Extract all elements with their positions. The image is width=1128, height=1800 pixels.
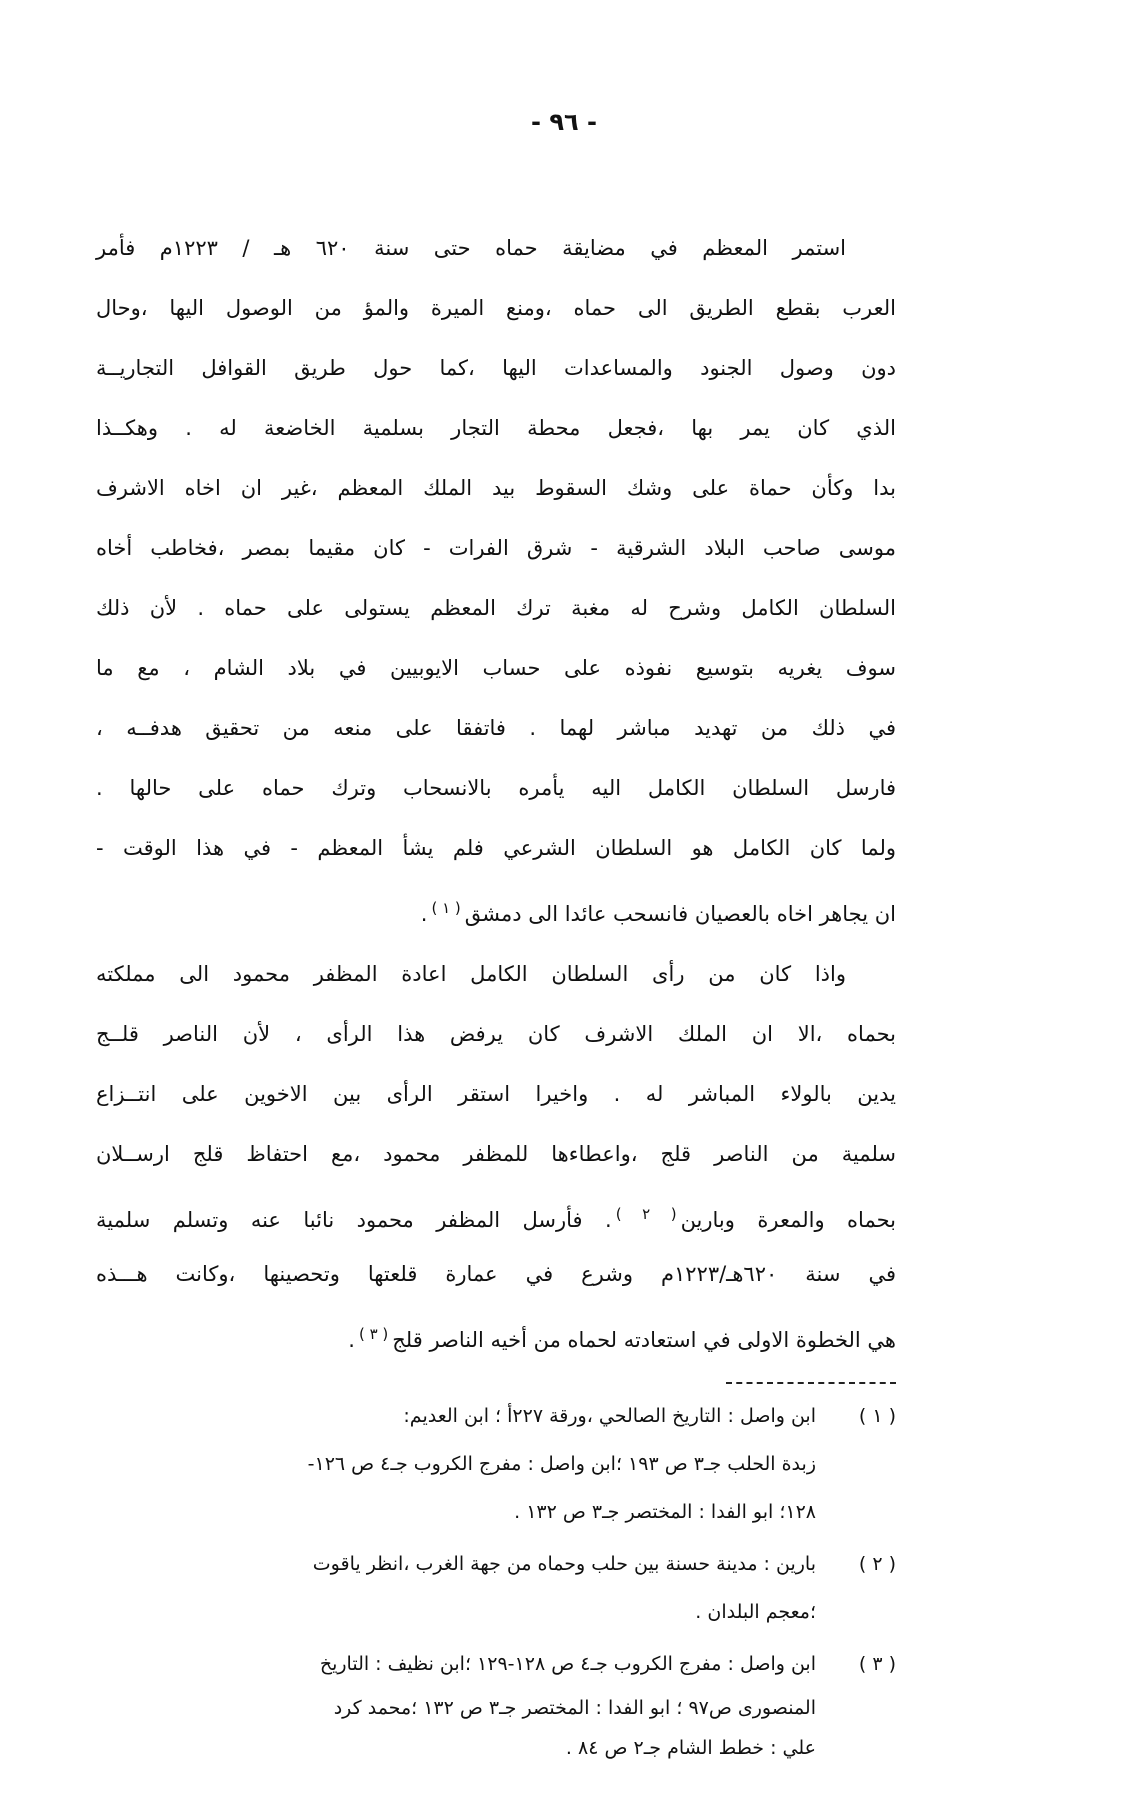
- footnotes: [96, 1392, 896, 1772]
- footnote-line: ابن واصل : مفرج الكروب جـ٤ ص ١٢٨-١٢٩ ؛ابن نظيف : التاريخ: [319, 1653, 816, 1675]
- footnote-ref-1[interactable]: ( ١ ): [431, 899, 461, 917]
- text-line: دون وصول الجنود والمساعدات اليها ،كما حول طريق القوافل التجاريــة: [96, 356, 896, 380]
- text-line: واذا كان من رأى السلطان الكامل اعادة المظفر محمود الى مملكته: [96, 962, 846, 986]
- text-line: بدا وكأن حماة على وشك السقوط بيد الملك المعظم ،غير ان اخاه الاشرف: [96, 476, 896, 500]
- footnote-line: ابن واصل : التاريخ الصالحي ،ورقة ٢٢٧أ ؛ ابن العديم:: [403, 1405, 816, 1427]
- footnote-line: ؛معجم البلدان .: [695, 1601, 816, 1623]
- text-segment: هي الخطوة الاولى في استعادته لحماه من أخيه الناصر قلج: [392, 1328, 896, 1352]
- text-line: سوف يغريه بتوسيع نفوذه على حساب الايوبيين في بلاد الشام ، مع ما: [96, 656, 896, 680]
- footnote-ref-3[interactable]: ( ٣ ): [358, 1325, 389, 1343]
- text-line: الذي كان يمر بها ،فجعل محطة التجار بسلمية الخاضعة له . وهكــذا: [96, 416, 896, 440]
- text-segment: . فأرسل المظفر محمود نائبا عنه وتسلم سلمية: [96, 1208, 612, 1232]
- text-line: يدين بالولاء المباشر له . واخيرا استقر الرأى بين الاخوين على انتــزاع: [96, 1082, 896, 1106]
- footnote-2: [96, 1540, 896, 1636]
- body-text: [96, 218, 896, 1364]
- text-line: [96, 878, 896, 938]
- footnote-number: ( ٣ ): [858, 1653, 896, 1675]
- footnote-divider: [726, 1382, 896, 1384]
- text-line: في ذلك من تهديد مباشر لهما . فاتفقا على منعه من تحقيق هدفــه ،: [96, 716, 896, 740]
- sentence-end: .: [348, 1328, 355, 1352]
- footnote-line: بارين : مدينة حسنة بين حلب وحماه من جهة الغرب ،انظر ياقوت: [312, 1553, 816, 1575]
- footnote-1: [96, 1392, 896, 1536]
- text-line: بحماه ،الا ان الملك الاشرف كان يرفض هذا الرأى ، لأن الناصر قلــج: [96, 1022, 896, 1046]
- text-line: في سنة ٦٢٠هـ/١٢٢٣م وشرع في عمارة قلعتها وتحصينها ،وكانت هـــذه: [96, 1262, 896, 1286]
- footnote-line: ١٢٨؛ ابو الفدا : المختصر جـ٣ ص ١٣٢ .: [514, 1501, 816, 1523]
- sentence-end: .: [420, 902, 428, 926]
- footnote-line: زبدة الحلب جـ٣ ص ١٩٣ ؛ابن واصل : مفرج الكروب جـ٤ ص ١٢٦-: [307, 1453, 816, 1475]
- text-segment: ان يجاهر اخاه بالعصيان فانسحب عائدا الى دمشق: [464, 902, 896, 926]
- text-line: استمر المعظم في مضايقة حماه حتى سنة ٦٢٠ هـ / ١٢٢٣م فأمر: [96, 236, 847, 260]
- text-line: العرب بقطع الطريق الى حماه ،ومنع الميرة والمؤ من الوصول اليها ،وحال: [96, 296, 896, 320]
- footnote-line: المنصورى ص٩٧ ؛ ابو الفدا : المختصر جـ٣ ص ١٣٢ ؛محمد كرد: [333, 1697, 816, 1719]
- footnote-number: ( ١ ): [858, 1405, 896, 1427]
- text-line: [96, 1304, 896, 1364]
- text-line: سلمية من الناصر قلج ،واعطاءها للمظفر محمود ،مع احتفاظ قلج ارســلان: [96, 1142, 896, 1166]
- footnote-line: علي : خطط الشام جـ٢ ص ٨٤ .: [565, 1737, 816, 1759]
- page-number: - ٩٦ -: [531, 108, 597, 136]
- footnote-3: [96, 1640, 896, 1768]
- footnote-number: ( ٢ ): [858, 1553, 896, 1575]
- text-segment: بحماه والمعرة وبارين: [680, 1208, 896, 1232]
- footnote-ref-2[interactable]: ( ٢ ): [615, 1205, 677, 1223]
- text-line: [96, 1184, 896, 1244]
- text-line: السلطان الكامل وشرح له مغبة ترك المعظم يستولى على حماه . لأن ذلك: [96, 596, 896, 620]
- text-line: فارسل السلطان الكامل اليه يأمره بالانسحاب وترك حماه على حالها .: [96, 776, 896, 800]
- text-line: ولما كان الكامل هو السلطان الشرعي فلم يشأ المعظم - في هذا الوقت -: [96, 836, 896, 860]
- text-line: موسى صاحب البلاد الشرقية - شرق الفرات - كان مقيما بمصر ،فخاطب أخاه: [96, 536, 896, 560]
